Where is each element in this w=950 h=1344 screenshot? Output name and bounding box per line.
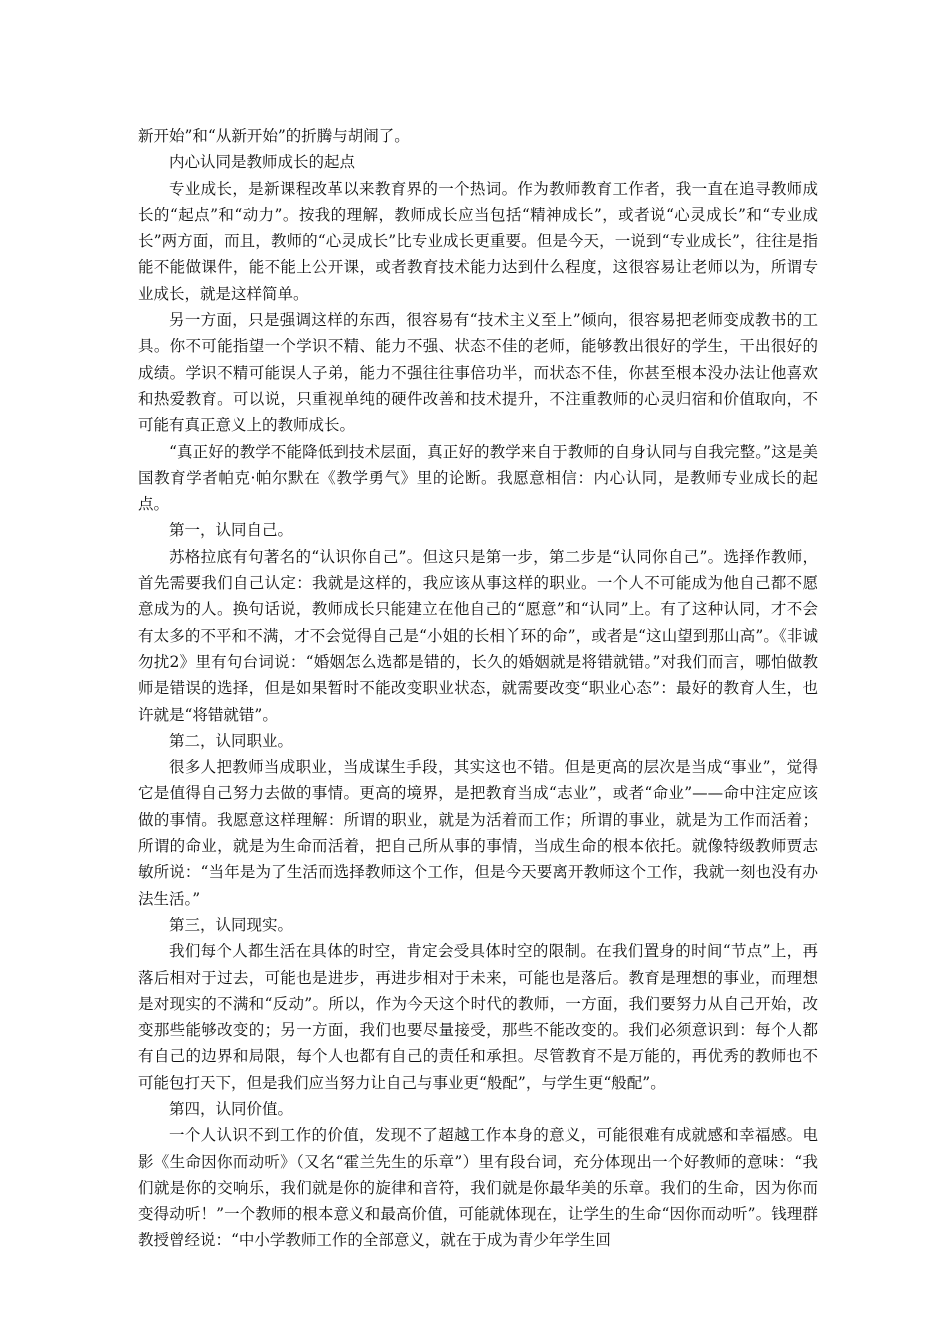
point-heading-third: 第三，认同现实。 — [169, 915, 294, 934]
paragraph: 专业成长，是新课程改革以来教育界的一个热词。作为教师教育工作者，我一直在追寻教师成长的“起点”和“动力”。按我的理解，教师成长应当包括“精神成长”，或者说“心灵成长”和“专业成长”两方面，而且，教师的“心灵成长”比专业成长更重要。但是今天，一说到“专业成长”，往往是指能不能做课件，能不能上公开课，或者教育技术能力达到什么程度，这很容易让老师以为，所谓专业成长，就是这样简单。 — [138, 179, 818, 303]
paragraph: “真正好的教学不能降低到技术层面，真正好的教学来自于教师的自身认同与自我完整。”这是美国教育学者帕克·帕尔默在《教学勇气》里的论断。我愿意相信：内心认同，是教师专业成长的起点。 — [138, 442, 818, 514]
paragraph: 苏格拉底有句著名的“认识你自己”。但这只是第一步，第二步是“认同你自己”。选择作教师，首先需要我们自己认定：我就是这样的，我应该从事这样的职业。一个人不可能成为他自己都不愿意成为的人。换句话说，教师成长只能建立在他自己的“愿意”和“认同”上。有了这种认同，才不会有太多的不平和不满，才不会觉得自己是“小姐的长相丫环的命”，或者是“这山望到那山高”。《非诚勿扰2》里有句台词说：“婚姻怎么选都是错的，长久的婚姻就是将错就错。”对我们而言，哪怕做教师是错误的选择，但是如果暂时不能改变职业状态，就需要改变“职业心态”：最好的教育人生，也许就是“将错就错”。 — [138, 547, 818, 724]
paragraph: 很多人把教师当成职业，当成谋生手段，其实这也不错。但是更高的层次是当成“事业”，觉得它是值得自己努力去做的事情。更高的境界，是把教育当成“志业”，或者“命业”——命中注定应该做的事情。我愿意这样理解：所谓的职业，就是为活着而工作；所谓的事业，就是为工作而活着；所谓的命业，就是为生命而活着，把自己所从事的事情，当成生命的根本依托。就像特级教师贾志敏所说：“当年是为了生活而选择教师这个工作，但是今天要离开教师这个工作，我就一刻也没有办法生活。” — [138, 758, 818, 908]
paragraph: 我们每个人都生活在具体的时空，肯定会受具体时空的限制。在我们置身的时间“节点”上，再落后相对于过去，可能也是进步，再进步相对于未来，可能也是落后。教育是理想的事业，而理想是对现实的不满和“反动”。所以，作为今天这个时代的教师，一方面，我们要努力从自己开始，改变那些能够改变的；另一方面，我们也要尽量接受，那些不能改变的。我们必须意识到：每个人都有自己的边界和局限，每个人也都有自己的责任和承担。尽管教育不是万能的，再优秀的教师也不可能包打天下，但是我们应当努力让自己与事业更“般配”，与学生更“般配”。 — [138, 942, 818, 1092]
point-heading-first: 第一，认同自己。 — [169, 521, 294, 540]
paragraph-continuation: 新开始”和“从新开始”的折腾与胡闹了。 — [138, 127, 410, 145]
paragraph: 一个人认识不到工作的价值，发现不了超越工作本身的意义，可能很难有成就感和幸福感。电影《生命因你而动听》（又名“霍兰先生的乐章”）里有段台词，充分体现出一个好教师的意味：“我们就是你的交响乐，我们就是你的旋律和音符，我们就是你最华美的乐章。我们的生命，因为你而变得动听！”一个教师的根本意义和最高价值，可能就体现在，让学生的生命“因你而动听”。钱理群教授曾经说：“中小学教师工作的全部意义，就在于成为青少年学生回 — [138, 1126, 818, 1250]
section-heading: 内心认同是教师成长的起点 — [169, 153, 356, 172]
point-heading-fourth: 第四，认同价值。 — [169, 1099, 294, 1118]
paragraph: 另一方面，只是强调这样的东西，很容易有“技术主义至上”倾向，很容易把老师变成教书的工具。你不可能指望一个学识不精、能力不强、状态不佳的老师，能够教出很好的学生，干出很好的成绩。学识不精可能误人子弟，能力不强往往事倍功半，而状态不佳，你甚至根本没办法让他喜欢和热爱教育。可以说，只重视单纯的硬件改善和技术提升，不注重教师的心灵归宿和价值取向，不可能有真正意义上的教师成长。 — [138, 311, 818, 435]
document-body — [138, 123, 818, 1254]
point-heading-second: 第二，认同职业。 — [169, 731, 294, 750]
